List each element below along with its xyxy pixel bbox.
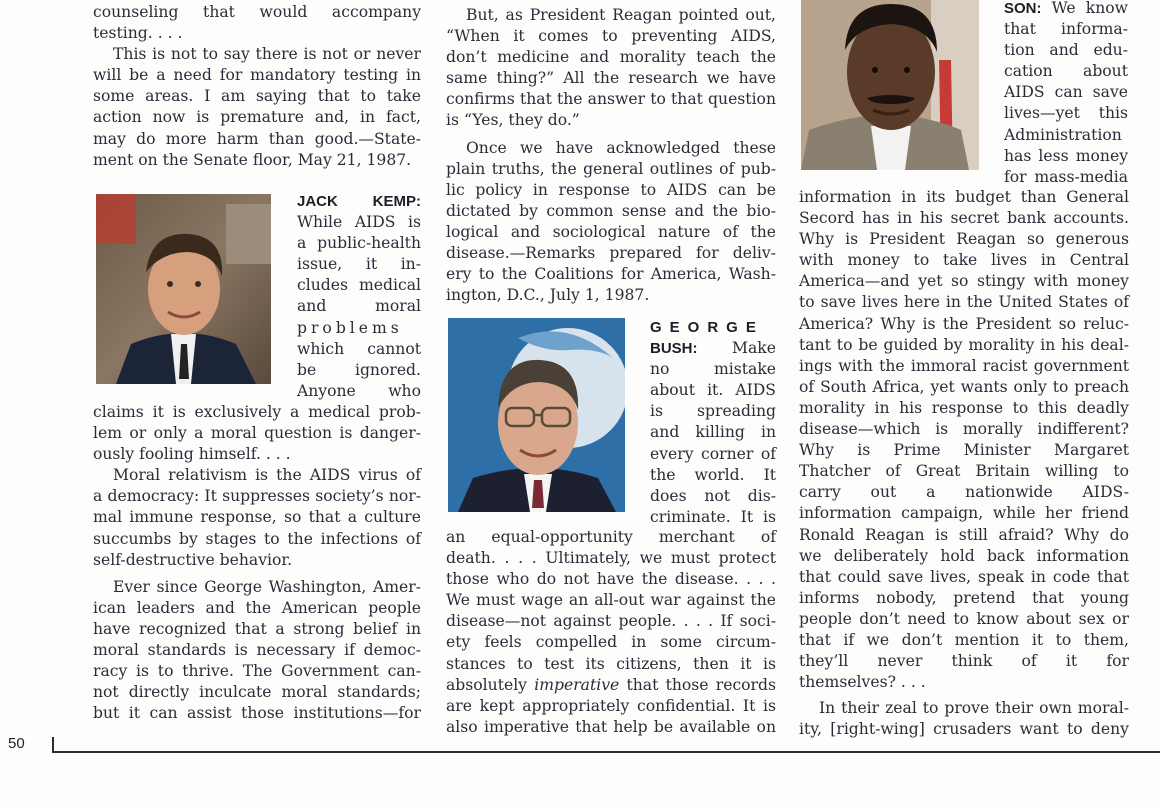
text-line: not directly inculcate moral standards; [93,683,421,702]
text-line: problems [297,318,403,337]
text-line: Moral relativism is the AIDS virus of [113,466,421,485]
text-line: be ignored. [297,360,421,379]
text-line: but it can assist those institutions—for [93,704,421,723]
text-line: America—and yet so stingy with money [799,272,1129,291]
text-line: ington, D.C., July 1, 1987. [446,286,650,305]
text-line: Secord has in his secret bank accounts. [799,209,1129,228]
footer-rule [52,751,1160,753]
text-line: plain truths, the general outlines of pub- [446,159,776,178]
text-line: has less money [1004,146,1128,165]
text-line: mal immune response, so that a culture [93,508,421,527]
column-middle-lower [446,527,776,738]
text-line: counseling that would accompany [93,3,421,21]
bush-speaker-line-1 [650,317,776,338]
text-line: racy is to thrive. The Government can- [93,662,421,681]
jack-kemp-photo [96,194,271,384]
text-line: We must wage an all-out war against the [446,591,776,610]
footer-corner-rule [52,737,54,752]
text-fragment: that those records [619,675,777,694]
page-number: 50 [8,735,25,752]
text-line: and killing in [650,423,776,442]
reagan-quote-paragraph [446,5,776,132]
text-line: Thatcher of Great Britain willing to [799,462,1129,481]
text-line: disease—which is morally indifferent? [799,420,1129,439]
washington-paragraph [93,577,421,725]
column-middle [446,5,776,306]
text-line: an equal-opportunity merchant of [446,528,776,546]
zeal-paragraph [799,698,1129,740]
text-line: that informa- [1004,20,1128,39]
text-line: America? Why is the President so reluc- [799,314,1129,333]
text-line: Why is President Reagan so generous [799,230,1129,249]
text-line: lem or only a moral question is danger- [93,424,421,443]
text-line: which cannot [297,339,421,358]
text-line: Ronald Reagan is still afraid? Why do [799,525,1129,544]
text-line: to save lives here in the United States of [799,293,1129,312]
text-line: and moral [297,297,421,316]
text-line: Anyone who [297,381,421,400]
text-line: disease.—Remarks prepared for deliv- [446,244,776,263]
text-line: every corner of [650,444,776,463]
text-line: ican leaders and the American people [93,598,421,617]
text-line: moral standards is necessary if democ- [93,641,421,660]
kemp-speaker-line [297,191,421,212]
speaker-name-bush-1: GEORGE [650,319,764,336]
text-line: dictated by common sense and the bio- [446,201,776,220]
text-line: ously fooling himself. . . . [93,445,291,464]
column-left-lower [93,402,421,724]
text-line: will be a need for mandatory testing in [93,66,421,85]
text-line: a democracy: It suppresses society’s nor- [93,487,421,506]
text-line: Why is Prime Minister Margaret [799,441,1129,460]
speaker-name-kemp: JACK KEMP: [297,193,421,210]
column-left [93,2,421,171]
text-line: tion and edu- [1004,41,1128,60]
text-line: Ever since George Washington, Amer- [113,577,421,596]
text-line: that could save lives, speak in code that [799,567,1129,586]
text-line: is spreading [650,402,776,421]
text-line: some areas. I am saying that to take [93,87,421,106]
column-right [799,187,1129,740]
mandatory-testing-paragraph [93,44,421,171]
text-line: with money to take lives in Central [799,251,1129,270]
text-line: they’ll never think of it for [799,652,1129,671]
text-line: people don’t need to know about sex or [799,609,1129,628]
text-line: Once we have acknowledged these [466,138,776,157]
text-line: confirms that the answer to that question [446,90,776,109]
text-line: of South Africa, yet wants only to preach [799,377,1129,396]
text-line: While AIDS is [297,213,421,232]
text-line: information campaign, while her friend [799,504,1129,523]
text-line: cation about [1004,62,1128,81]
text-line: about it. AIDS [650,381,776,400]
text-line: stances to test its citizens, then it is [446,654,776,673]
text-line: ety feels compelled in some circum- [446,633,776,652]
text-line: may do more harm than good.—State- [93,129,421,148]
bush-wrap-text [650,317,776,528]
text-line: self-destructive behavior. [93,550,293,569]
jackson-speaker-line [1004,0,1128,19]
text-line: informs nobody, pretend that young [799,588,1129,607]
text-line: carry out a nationwide AIDS- [799,483,1129,502]
text-line: But, as President Reagan pointed out, [466,6,776,24]
text-line: we deliberately hold back information [799,546,1129,565]
plain-truths-paragraph [446,138,776,307]
text-line: does not dis- [650,486,776,505]
text-line: death. . . . Ultimately, we must protect [446,549,776,568]
text-line: “When it comes to preventing AIDS, [446,27,776,46]
text-line: tant to be guided by morality in his deal- [799,335,1129,354]
george-bush-photo [448,318,625,512]
text-line: claims it is exclusively a medical prob- [93,403,421,421]
text-line: information in its budget than General [799,188,1129,206]
text-line: morality in his response to this deadly [799,398,1129,417]
text-line: the world. It [650,465,776,484]
jesse-jackson-photo [801,0,979,170]
jackson-wrap-text [1004,0,1128,188]
text-line: succumbs by stages to the infections of [93,529,421,548]
text-fragment: We know [1041,0,1128,17]
text-line: AIDS can save [1004,83,1128,102]
text-line: logical and sociological nature of the [446,222,776,241]
text-line: themselves? . . . [799,673,926,692]
text-line: lives—yet this [1004,104,1128,123]
text-line: testing. . . . [93,24,183,43]
emphasis-imperative: imperative [534,675,620,694]
text-line: ery to the Coalitions for America, Wash- [446,265,776,284]
text-fragment: absolutely [446,675,535,694]
text-line: have recognized that a strong belief in [93,619,421,638]
speaker-name-bush-2: BUSH: [650,340,698,358]
text-line: are kept appropriately confidential. It is [446,696,776,715]
text-line: This is not to say there is not or never [113,45,421,64]
text-line: In their zeal to prove their own moral- [819,699,1129,718]
text-line: ings with the immoral racist government [799,356,1129,375]
text-line: is “Yes, they do.” [446,111,580,130]
text-line: disease—not against people. . . . If soci- [446,612,776,631]
text-line: for mass-media [1004,167,1128,186]
bush-speaker-line-2 [650,338,776,359]
text-line: a public-health [297,234,421,253]
moral-relativism-paragraph [93,465,421,570]
speaker-name-jackson: SON: [1004,0,1042,17]
text-line: that if we don’t mention it to them, [799,630,1129,649]
text-line: issue, it in- [297,255,421,274]
text-line: action now is premature and, in fact, [93,108,421,127]
text-line: no mistake [650,360,776,379]
text-line: also imperative that help be available on [446,717,776,736]
text-line: same thing?” All the research we have [446,69,776,88]
kemp-wrap-text [297,191,421,402]
text-line: those who do not have the disease. . . . [446,570,776,589]
text-line: ity, [right-wing] crusaders want to deny [799,720,1129,739]
text-line: don’t medicine and morality teach the [446,48,776,67]
text-line: Administration [1004,125,1122,144]
text-line: cludes medical [297,276,421,295]
text-fragment: Make [732,339,776,358]
text-line-emphasis [446,675,776,696]
text-line: lic policy in response to AIDS can be [446,180,776,199]
text-line: criminate. It is [650,507,776,526]
text-line: ment on the Senate floor, May 21, 1987. [93,150,412,169]
